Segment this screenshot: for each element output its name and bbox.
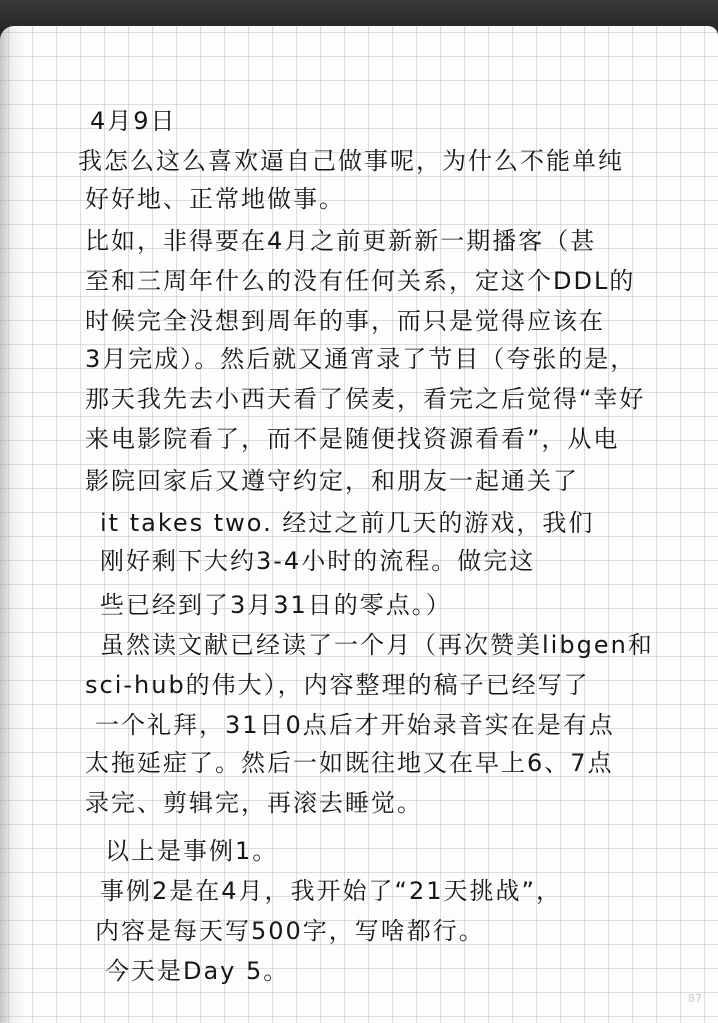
handwritten-line: 3月完成）。然后就又通宵录了节目（夸张的是， bbox=[85, 345, 637, 373]
handwritten-line: 太拖延症了。然后一如既往地又在早上6、7点 bbox=[85, 749, 614, 777]
handwritten-line: 录完、剪辑完，再滚去睡觉。 bbox=[85, 789, 423, 817]
handwritten-line: it takes two. 经过之前几天的游戏，我们 bbox=[100, 509, 595, 537]
handwritten-line: 虽然读文献已经读了一个月（再次赞美libgen和 bbox=[100, 631, 654, 659]
handwritten-line: 影院回家后又遵守约定，和朋友一起通关了 bbox=[85, 467, 579, 495]
handwritten-line: 以上是事例1。 bbox=[105, 837, 279, 865]
page-number: 87 bbox=[688, 992, 702, 1005]
handwritten-line: 些已经到了3月31日的零点。） bbox=[100, 591, 452, 619]
handwritten-line: 时候完全没想到周年的事，而只是觉得应该在 bbox=[85, 307, 605, 335]
handwritten-line: sci-hub的伟大），内容整理的稿子已经写了 bbox=[85, 671, 590, 699]
handwritten-line: 刚好剩下大约3-4小时的流程。做完这 bbox=[100, 547, 536, 575]
handwritten-line: 今天是Day 5。 bbox=[105, 957, 290, 985]
entry-date: 4月9日 bbox=[90, 107, 177, 135]
handwritten-line: 比如，非得要在4月之前更新新一期播客（甚 bbox=[85, 227, 597, 255]
handwritten-line: 好好地、正常地做事。 bbox=[85, 185, 345, 213]
handwritten-line: 我怎么这么喜欢逼自己做事呢，为什么不能单纯 bbox=[78, 147, 624, 175]
handwritten-line: 内容是每天写500字，写啥都行。 bbox=[95, 917, 485, 945]
handwritten-line: 那天我先去小西天看了侯麦，看完之后觉得“幸好 bbox=[85, 385, 646, 413]
handwritten-line: 来电影院看了，而不是随便找资源看看”，从电 bbox=[85, 425, 620, 453]
handwritten-line: 一个礼拜，31日0点后才开始录音实在是有点 bbox=[95, 711, 615, 739]
notebook-page bbox=[0, 26, 718, 1023]
handwritten-line: 事例2是在4月，我开始了“21天挑战”， bbox=[100, 877, 562, 905]
handwritten-line: 至和三周年什么的没有任何关系，定这个DDL的 bbox=[85, 267, 636, 295]
